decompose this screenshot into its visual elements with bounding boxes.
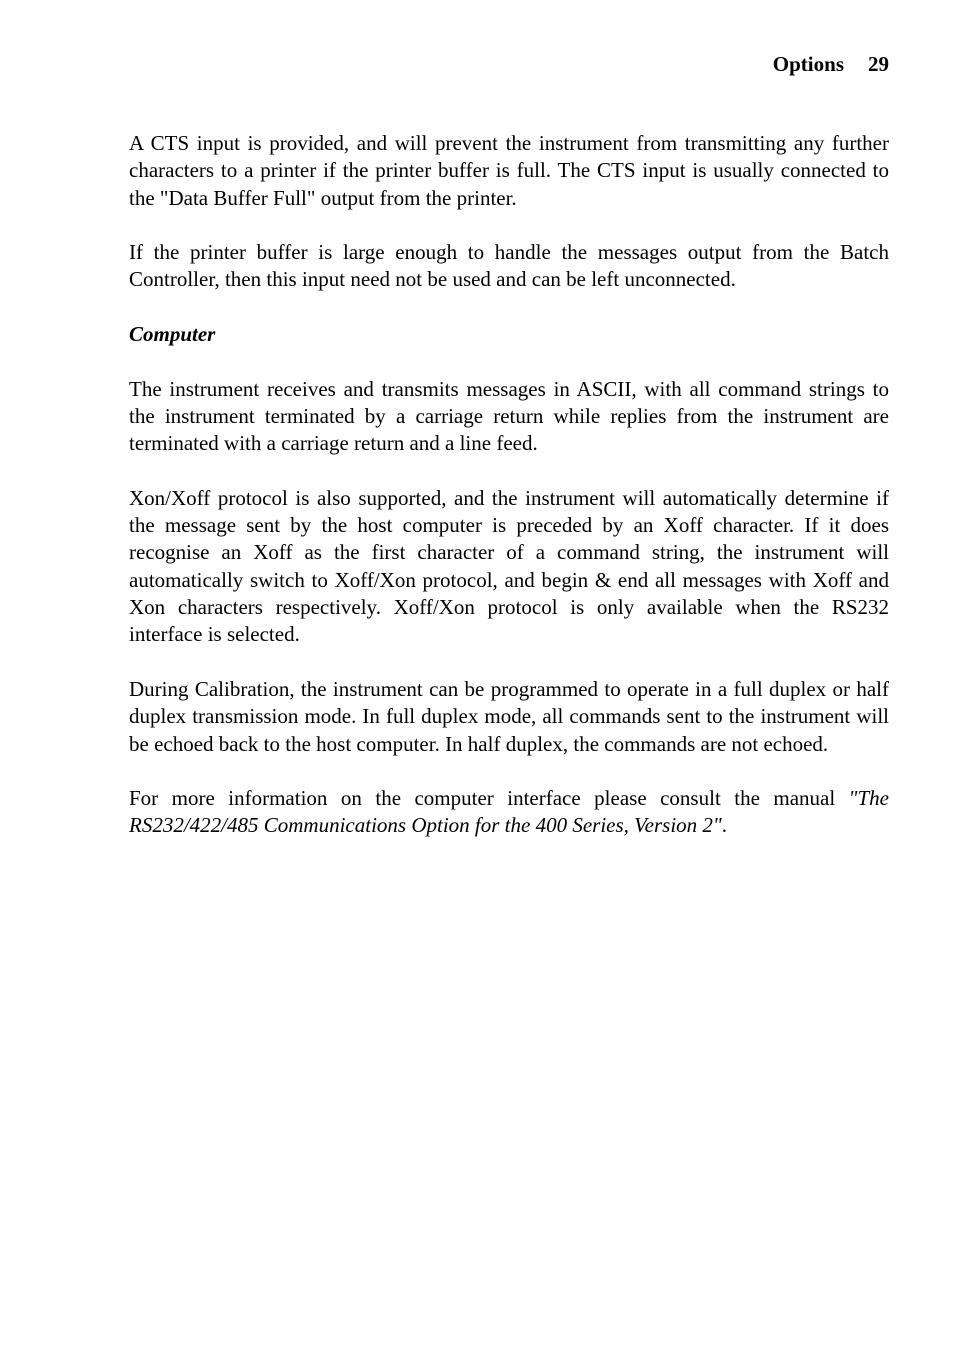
paragraph-xon-xoff: Xon/Xoff protocol is also supported, and the instrument will automatically determine if the message sent by the host computer is preceded by an Xoff character. If it does recognise an Xoff as the first character of a command string, the instrument will automatically switch to Xoff/Xon protocol, and begin & end all messages with Xoff and Xon characters respectively. Xoff/Xon protocol is only available when the RS232 interface is selected. — [129, 485, 889, 647]
more-info-lead-text: For more information on the computer interface please consult the manual — [129, 786, 849, 811]
page-content — [129, 130, 889, 867]
running-header-section: Options — [772, 52, 844, 76]
manual-reference-title: "The RS232/422/485 Communications Option for the 400 Series, Version 2" — [129, 786, 889, 838]
paragraph-more-information — [129, 785, 889, 840]
paragraph-cts-input: A CTS input is provided, and will prevent the instrument from transmitting any further characters to a printer if the printer buffer is full. The CTS input is usually connected to the "Data Buffer Full" output from the printer. — [129, 131, 889, 210]
section-heading-computer: Computer — [129, 322, 216, 347]
more-info-end-text: . — [721, 813, 727, 838]
paragraph-ascii-messages: The instrument receives and transmits messages in ASCII, with all command strings to the instrument terminated by a carriage return while replies from the instrument are terminated with a carriage return and a line feed. — [129, 376, 889, 456]
paragraph-printer-buffer: If the printer buffer is large enough to handle the messages output from the Batch Controller, then this input need not be used and can be left unconnected. — [129, 240, 889, 292]
page-number: 29 — [868, 52, 889, 76]
page-header — [773, 52, 889, 77]
paragraph-duplex-mode: During Calibration, the instrument can be programmed to operate in a full duplex or half duplex transmission mode. In full duplex mode, all commands sent to the instrument will be echoed back to the host computer. In half duplex, the commands are not echoed. — [129, 676, 889, 756]
